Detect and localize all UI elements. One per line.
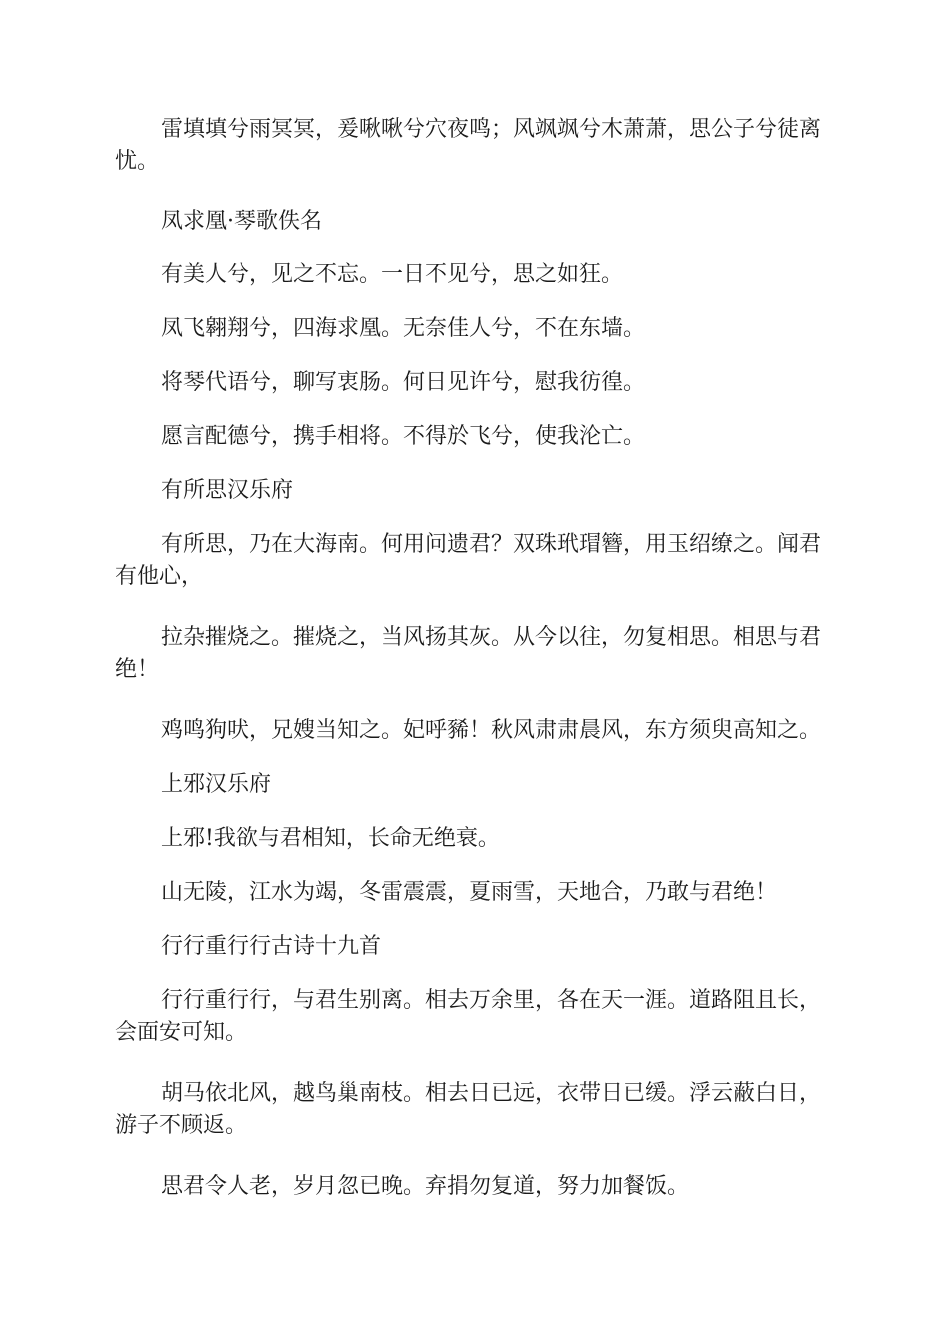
poem-title-shang-xie: 上邪汉乐府 xyxy=(161,772,272,797)
poem-title-xing-xing-chong-xing-xing: 行行重行行古诗十九首 xyxy=(161,934,382,959)
poem-title-you-suo-si: 有所思汉乐府 xyxy=(161,478,294,503)
paragraph-6: 愿言配德兮，携手相将。不得於飞兮，使我沦亡。 xyxy=(161,424,646,449)
paragraph-10: 鸡鸣狗吠，兄嫂当知之。妃呼豨！秋风肃肃晨风，东方须臾高知之。 xyxy=(161,718,822,743)
paragraph-12: 上邪!我欲与君相知，长命无绝衰。 xyxy=(161,826,500,851)
paragraph-8: 有所思，乃在大海南。何用问遗君？双珠玳瑁簪，用玉绍缭之。闻君有他心， xyxy=(115,532,822,589)
paragraph-3: 有美人兮，见之不忘。一日不见兮，思之如狂。 xyxy=(161,262,624,287)
paragraph-15: 行行重行行，与君生别离。相去万余里，各在天一涯。道路阻且长，会面安可知。 xyxy=(115,988,822,1045)
paragraph-13: 山无陵，江水为竭，冬雷震震，夏雨雪，天地合，乃敢与君绝！ xyxy=(161,880,778,905)
paragraph-4: 凤飞翱翔兮，四海求凰。无奈佳人兮，不在东墙。 xyxy=(161,316,646,341)
paragraph-5: 将琴代语兮，聊写衷肠。何日见许兮，慰我彷徨。 xyxy=(161,370,646,395)
paragraph-16: 胡马依北风，越鸟巢南枝。相去日已远，衣带日已缓。浮云蔽白日，游子不顾返。 xyxy=(115,1081,822,1138)
poem-title-feng-qiu-huang: 凤求凰·琴歌佚名 xyxy=(161,209,322,234)
paragraph-1: 雷填填兮雨冥冥，爰啾啾兮穴夜鸣；风飒飒兮木萧萧，思公子兮徒离忧。 xyxy=(115,117,822,174)
paragraph-17: 思君令人老，岁月忽已晚。弃捐勿复道，努力加餐饭。 xyxy=(161,1174,690,1199)
paragraph-9: 拉杂摧烧之。摧烧之，当风扬其灰。从今以往，勿复相思。相思与君绝！ xyxy=(115,625,822,682)
